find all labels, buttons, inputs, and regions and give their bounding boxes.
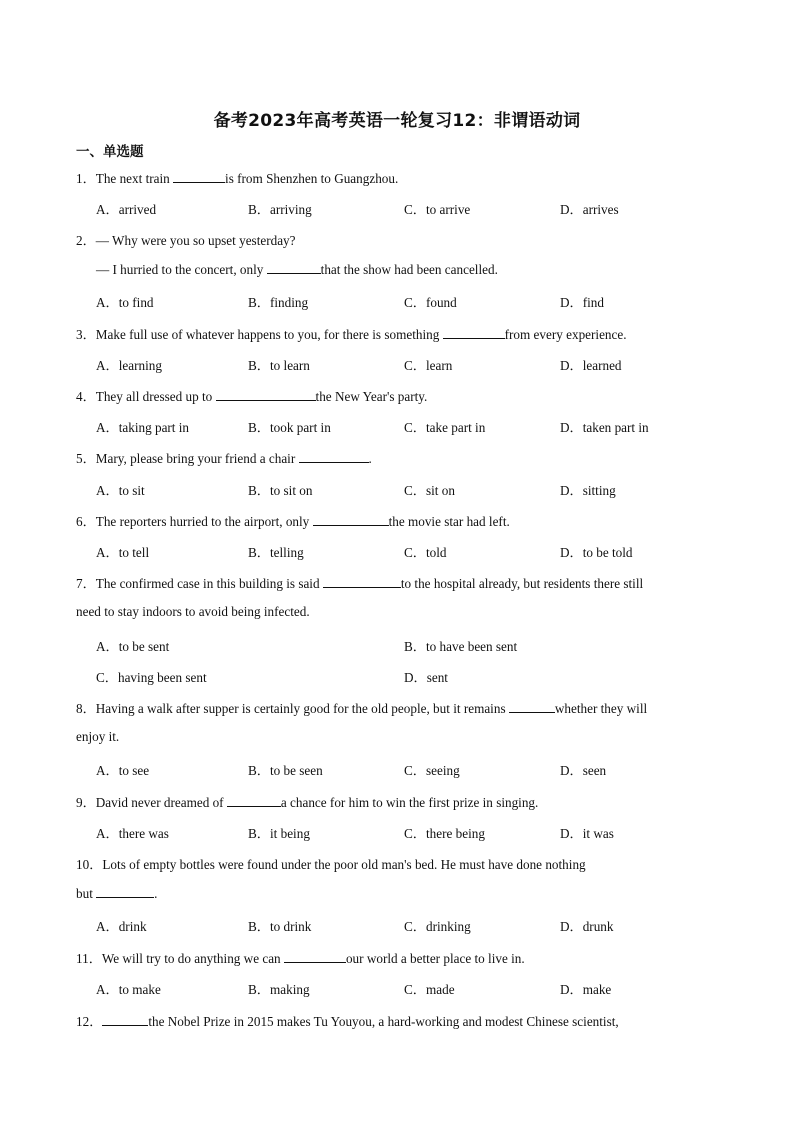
question-11: 11．We will try to do anything we can our world a better place to live in. — [76, 951, 525, 966]
option-c[interactable]: C．take part in — [404, 420, 486, 435]
option-c[interactable]: C．learn — [404, 358, 453, 373]
answer-blank — [323, 575, 401, 588]
question-8: 8．Having a walk after supper is certainly good for the old people, but it remains whether they will — [76, 701, 648, 716]
option-d[interactable]: D．sent — [404, 670, 448, 685]
option-c[interactable]: C．there being — [404, 826, 485, 841]
option-a[interactable]: A．taking part in — [96, 420, 190, 435]
section-heading: 一、单选题 — [76, 144, 144, 160]
option-d[interactable]: D．seen — [560, 763, 607, 778]
question-7: 7．The confirmed case in this building is said to the hospital already, but residents there still — [76, 576, 644, 591]
question-4: 4．They all dressed up to the New Year's party. — [76, 389, 428, 404]
option-a[interactable]: A．to see — [96, 763, 150, 778]
option-a[interactable]: A．to be sent — [96, 639, 170, 654]
option-b[interactable]: B．to drink — [248, 919, 312, 934]
option-d[interactable]: D．arrives — [560, 202, 619, 217]
answer-blank — [96, 885, 154, 898]
option-b[interactable]: B．it being — [248, 826, 310, 841]
option-b[interactable]: B．making — [248, 982, 310, 997]
answer-blank — [216, 388, 316, 401]
option-d[interactable]: D．drunk — [560, 919, 614, 934]
option-b[interactable]: B．to sit on — [248, 483, 313, 498]
option-b[interactable]: B．to have been sent — [404, 639, 518, 654]
option-c[interactable]: C．made — [404, 982, 455, 997]
option-b[interactable]: B．finding — [248, 295, 309, 310]
answer-blank — [299, 450, 369, 463]
answer-blank — [227, 794, 281, 807]
answer-blank — [267, 261, 321, 274]
option-d[interactable]: D．find — [560, 295, 604, 310]
option-c[interactable]: C．found — [404, 295, 457, 310]
question-5: 5．Mary, please bring your friend a chair . — [76, 451, 372, 466]
option-c[interactable]: C．told — [404, 545, 447, 560]
option-d[interactable]: D．make — [560, 982, 612, 997]
option-c[interactable]: C．having been sent — [96, 670, 207, 685]
option-b[interactable]: B．took part in — [248, 420, 331, 435]
question-12: 12． the Nobel Prize in 2015 makes Tu Youyou, a hard-working and modest Chinese scientist, — [76, 1014, 619, 1029]
answer-blank — [509, 700, 555, 713]
option-a[interactable]: A．to sit — [96, 483, 145, 498]
option-d[interactable]: D．taken part in — [560, 420, 649, 435]
option-d[interactable]: D．learned — [560, 358, 622, 373]
question-1: 1．The next train is from Shenzhen to Guangzhou. — [76, 171, 399, 186]
option-a[interactable]: A．learning — [96, 358, 162, 373]
question-8-continuation: enjoy it. — [76, 729, 120, 744]
answer-blank — [443, 326, 505, 339]
option-d[interactable]: D．to be told — [560, 545, 633, 560]
option-a[interactable]: A．drink — [96, 919, 147, 934]
option-b[interactable]: B．to learn — [248, 358, 310, 373]
option-a[interactable]: A．to find — [96, 295, 154, 310]
answer-blank — [284, 950, 346, 963]
option-d[interactable]: D．it was — [560, 826, 614, 841]
option-a[interactable]: A．there was — [96, 826, 169, 841]
option-c[interactable]: C．seeing — [404, 763, 460, 778]
answer-blank — [173, 170, 225, 183]
question-10: 10．Lots of empty bottles were found under the poor old man's bed. He must have done nothing — [76, 857, 586, 872]
answer-blank — [313, 513, 389, 526]
option-a[interactable]: A．arrived — [96, 202, 157, 217]
question-3: 3．Make full use of whatever happens to you, for there is something from every experience. — [76, 327, 627, 342]
question-7-continuation: need to stay indoors to avoid being infected. — [76, 604, 310, 619]
answer-blank — [102, 1013, 148, 1026]
option-b[interactable]: B．telling — [248, 545, 304, 560]
question-2-line-2: — I hurried to the concert, only that the show had been cancelled. — [96, 262, 498, 277]
question-9: 9．David never dreamed of a chance for him to win the first prize in singing. — [76, 795, 539, 810]
option-d[interactable]: D．sitting — [560, 483, 616, 498]
option-c[interactable]: C．drinking — [404, 919, 471, 934]
option-a[interactable]: A．to make — [96, 982, 161, 997]
option-c[interactable]: C．sit on — [404, 483, 455, 498]
option-b[interactable]: B．arriving — [248, 202, 312, 217]
question-10-continuation: but . — [76, 886, 158, 901]
question-6: 6．The reporters hurried to the airport, only the movie star had left. — [76, 514, 510, 529]
option-b[interactable]: B．to be seen — [248, 763, 323, 778]
option-c[interactable]: C．to arrive — [404, 202, 471, 217]
document-title: 备考2023年高考英语一轮复习12：非谓语动词 — [213, 111, 581, 131]
question-2: 2．— Why were you so upset yesterday? — [76, 233, 296, 248]
option-a[interactable]: A．to tell — [96, 545, 150, 560]
